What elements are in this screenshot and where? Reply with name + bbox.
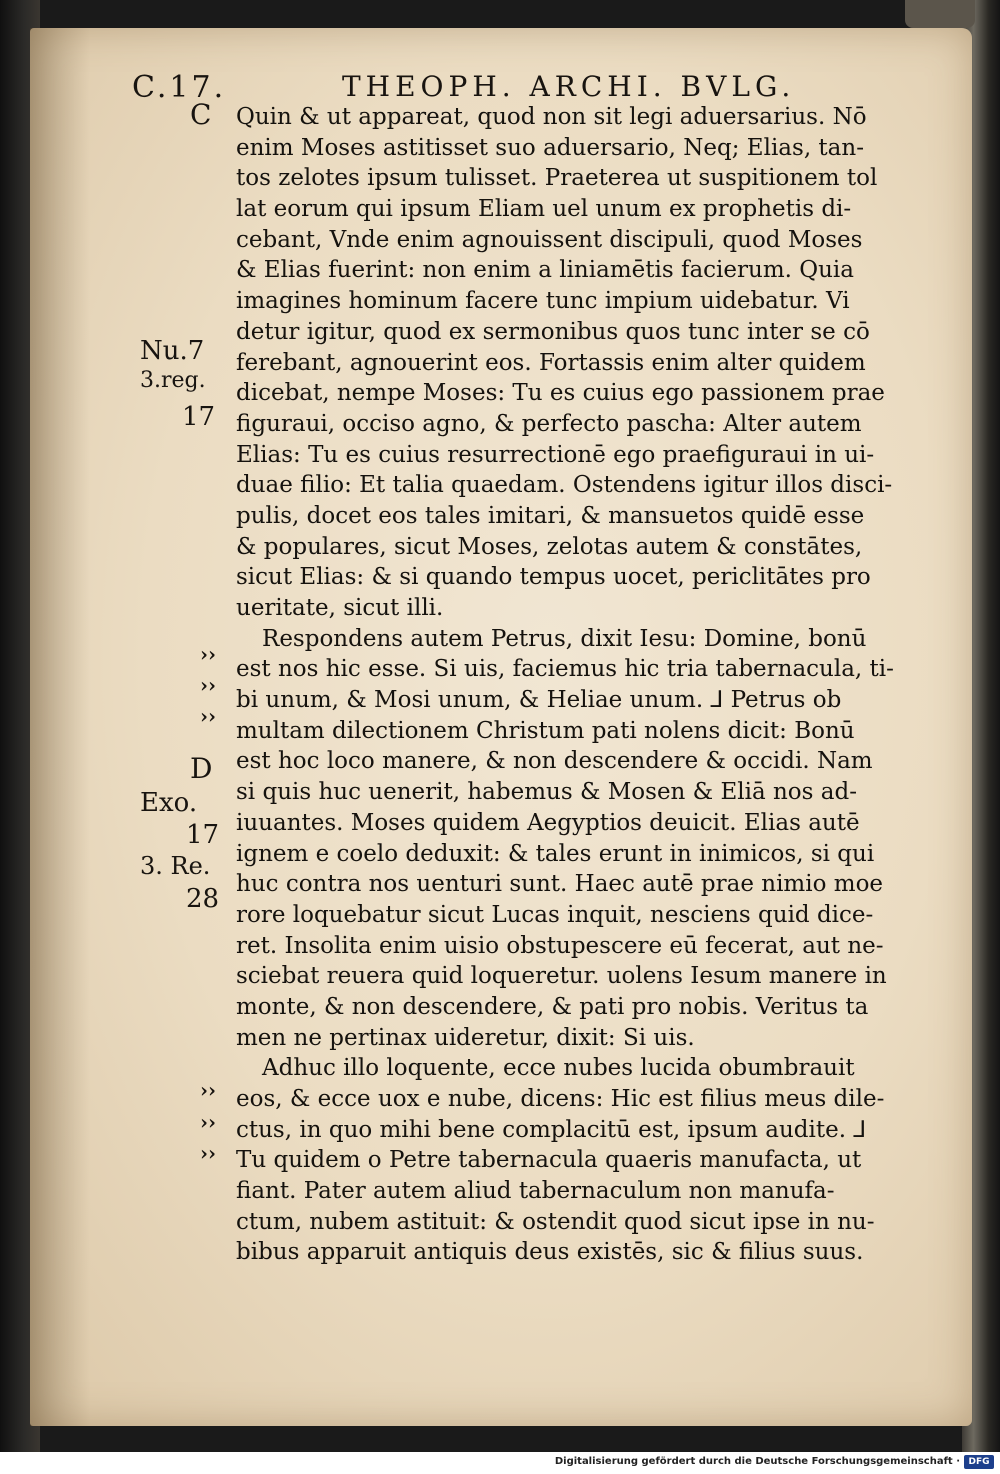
text-line: sciebat reuera quid loqueretur. uolens Iesum manere in [236,963,887,990]
text-line: cebant, Vnde enim agnouissent discipuli, quod Moses [236,226,863,253]
marginal-note: 3.reg. [140,368,206,393]
text-line: sicut Elias: & si quando tempus uocet, periclitātes pro [236,564,871,591]
marginal-note: 17 [186,820,220,850]
text-line: Quin & ut appareat, quod non sit legi aduersarius. Nō [236,104,867,130]
text-line: tos zelotes ipsum tulisset. Praeterea ut suspitionem tol [236,165,878,192]
text-line: si quis huc uenerit, habemus & Mosen & Eliā nos ad- [236,779,857,806]
quotation-marker: ›› [200,704,216,728]
text-line: & Elias fuerint: non enim a liniamētis facierum. Quia [236,257,855,284]
section-letter-c: C [190,98,212,131]
text-line: duae filio: Et talia quaedam. Ostendens igitur illos disci- [236,472,893,499]
marginal-note: 28 [186,884,220,914]
text-line: Elias: Tu es cuius resurrectionē ego praefiguraui in ui- [236,441,875,468]
text-line: detur igitur, quod ex sermonibus quos tunc inter se cō [236,318,870,345]
text-line: & populares, sicut Moses, zelotas autem & constātes, [236,533,863,560]
text-line: eos, & ecce uox e nube, dicens: Hic est filius meus dile- [236,1086,885,1112]
quotation-marker: ›› [200,642,216,666]
text-line: Adhuc illo loquente, ecce nubes lucida obumbrauit [262,1055,855,1082]
chapter-reference: C.17. [132,70,227,105]
marginal-note: 3. Re. [140,852,211,880]
text-line: dicebat, nempe Moses: Tu es cuius ego passionem prae [236,380,885,407]
text-line: ferebant, agnouerint eos. Fortassis enim alter quidem [236,349,866,376]
text-line: huc contra nos uenturi sunt. Haec autē prae nimio moe [236,871,884,898]
text-line: multam dilectionem Christum pati nolens dicit: Bonū [236,717,855,744]
text-line: fiant. Pater autem aliud tabernaculum non manufa- [236,1178,835,1205]
running-head: THEOPH. ARCHI. BVLG. [342,70,796,103]
text-line: pulis, docet eos tales imitari, & mansuetos quidē esse [236,502,865,529]
marginal-note: 17 [182,402,216,432]
gutter-shadow [30,28,90,1426]
text-line: ret. Insolita enim uisio obstupescere eū fecerat, aut ne- [236,932,884,959]
quotation-marker: ›› [200,1110,216,1134]
marginal-note: Nu.7 [140,336,205,366]
dfg-logo: DFG [964,1455,994,1469]
funding-credit: Digitalisierung gefördert durch die Deutsche Forschungsgemeinschaft · [554,1456,960,1467]
text-line: figuraui, occiso agno, & perfecto pascha: Alter autem [236,410,862,437]
quotation-marker: ›› [200,673,216,697]
text-line: rore loquebatur sicut Lucas inquit, nesciens quid dice- [236,901,874,928]
text-line: Respondens autem Petrus, dixit Iesu: Domine, bonū [262,625,867,652]
text-line: ctus, in quo mihi bene complacitū est, ipsum audite. ⅃ [236,1116,867,1143]
digitization-footer [0,1452,1000,1474]
text-line: est hoc loco manere, & non descendere & occidi. Nam [236,748,873,775]
quotation-marker: ›› [200,1078,216,1102]
section-letter-d: D [190,752,213,785]
text-line: lat eorum qui ipsum Eliam uel unum ex prophetis di- [236,196,852,223]
quotation-marker: ›› [200,1141,216,1165]
text-line: ignem e coelo deduxit: & tales erunt in inimicos, si qui [236,840,875,867]
binding-clip [905,0,975,28]
text-line: monte, & non descendere, & pati pro nobis. Veritus ta [236,993,869,1020]
text-line: ueritate, sicut illi. [236,595,444,621]
text-line: ctum, nubem astituit: & ostendit quod sicut ipse in nu- [236,1208,875,1235]
text-line: bibus apparuit antiquis deus existēs, sic & filius suus. [236,1239,864,1266]
text-line: men ne pertinax uideretur, dixit: Si uis. [236,1024,695,1051]
text-line: enim Moses astitisset suo aduersario, Neq; Elias, tan- [236,134,864,161]
text-line: imagines hominum facere tunc impium uidebatur. Vi [236,288,850,315]
text-line: Tu quidem o Petre tabernacula quaeris manufacta, ut [236,1147,862,1174]
text-line: iuuantes. Moses quidem Aegyptios deuicit. Elias autē [236,809,860,836]
text-line: est nos hic esse. Si uis, faciemus hic tria tabernacula, ti- [236,656,894,683]
body-text [236,102,922,1268]
text-line: bi unum, & Mosi unum, & Heliae unum. ⅃ Petrus ob [236,687,842,714]
marginal-note: Exo. [140,788,198,818]
